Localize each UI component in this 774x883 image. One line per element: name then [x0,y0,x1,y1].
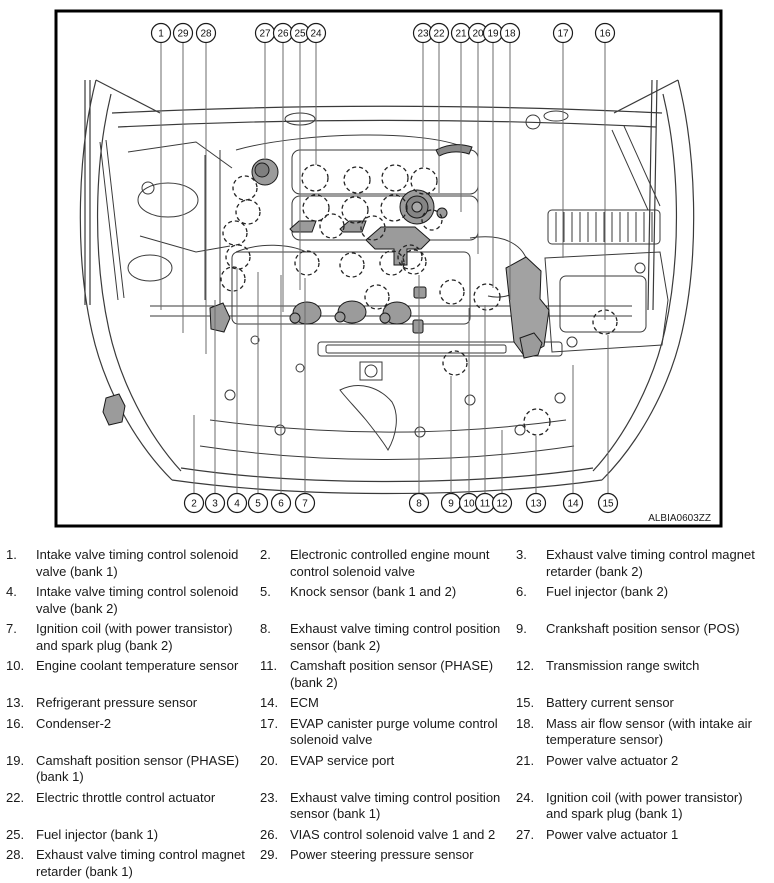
callout-12 [493,430,512,513]
legend-item-number: 9. [516,621,527,636]
legend-item-number: 7. [6,621,17,636]
legend-item-15 [516,695,770,712]
callout-layer [152,24,618,513]
legend-item-text: Exhaust valve timing control position sensor (bank 1) [290,789,501,821]
legend-item-number: 3. [516,547,527,562]
callout-number: 1 [158,28,164,40]
legend-item-text: VIAS control solenoid valve 1 and 2 [290,826,496,842]
legend-item-text: Exhaust valve timing control magnet retarder (bank 2) [546,547,755,579]
legend-item-text: Exhaust valve timing control magnet retarder (bank 1) [36,847,245,879]
callout-number: 29 [177,28,189,40]
legend-item-10 [6,658,258,691]
legend-item-number: 24. [516,789,535,805]
callout-number: 4 [234,498,240,510]
callout-number: 17 [557,28,569,40]
legend-item-text: Fuel injector (bank 1) [36,826,159,842]
legend-item-text: Engine coolant temperature sensor [36,658,239,673]
callout-number: 28 [200,28,212,40]
legend-item-11 [260,658,514,691]
legend-item-number: 22. [6,789,25,805]
shaded-components [103,145,549,425]
callout-number: 23 [417,28,429,40]
legend-item-23 [260,790,514,823]
legend-item-text: Fuel injector (bank 2) [546,584,669,599]
legend-item-2 [260,547,514,580]
legend-item-6 [516,584,770,617]
legend-item-number: 29. [260,847,279,862]
callout-number: 18 [504,28,516,40]
legend-item-29 [260,847,514,880]
legend-item-number: 26. [260,826,279,842]
callout-number: 3 [212,498,218,510]
legend-item-number: 16. [6,715,25,731]
legend-item-text: Intake valve timing control solenoid valve (bank 2) [36,584,239,616]
legend-item-13 [6,695,258,712]
legend-item-number: 23. [260,789,279,805]
legend-item-text: Ignition coil (with power transistor) and spark plug (bank 2) [36,621,233,653]
legend-item-7 [6,621,258,654]
callout-number: 19 [487,28,499,40]
callout-18 [501,24,520,301]
callout-number: 11 [479,498,491,510]
legend-item-text: Electric throttle control actuator [36,789,216,805]
legend-item-number: 19. [6,752,25,768]
coolant-temp-sensor-component [210,303,230,332]
legend-item-22 [6,790,258,823]
legend-item-number: 17. [260,715,279,731]
callout-number: 25 [294,28,306,40]
callout-11 [476,305,495,513]
legend-item-24 [516,790,770,823]
legend-item-number: 28. [6,847,25,862]
legend-item-text: Transmission range switch [546,658,700,673]
legend-item-number: 18. [516,715,535,731]
legend-item-number: 25. [6,826,25,842]
callout-number: 15 [602,498,614,510]
legend-item-number: 12. [516,658,535,673]
legend-item-number: 27. [516,826,535,842]
callout-20 [469,24,488,255]
callout-28 [197,24,216,355]
callout-number: 9 [448,498,454,510]
engine-details [100,111,668,460]
legend-item-26 [260,827,514,844]
callout-10 [460,308,479,513]
callout-number: 20 [472,28,484,40]
callout-23 [414,24,433,168]
legend-item-text: Battery current sensor [546,695,674,710]
callout-number: 5 [255,498,261,510]
callout-27 [256,24,275,159]
legend-item-28 [6,847,258,880]
legend-item-25 [6,827,258,844]
legend-item-text: Crankshaft position sensor (POS) [546,621,740,636]
legend-item-text: Power valve actuator 2 [546,752,679,768]
legend-item-number: 20. [260,752,279,768]
legend-item-number: 5. [260,584,271,599]
callout-number: 7 [302,498,308,510]
legend-item-text: Refrigerant pressure sensor [36,695,198,710]
legend-item-text: ECM [290,695,319,710]
legend-item-text: Camshaft position sensor (PHASE) (bank 1) [36,752,240,784]
legend-item-text: Intake valve timing control solenoid valve (bank 1) [36,547,239,579]
callout-number: 14 [567,498,579,510]
car-body-outline [80,80,693,494]
legend-item-text: Mass air flow sensor (with intake air temperature sensor) [546,715,752,747]
legend-item-20 [260,753,514,786]
legend-item-number: 2. [260,547,271,562]
legend-item-number: 14. [260,695,279,710]
wiper-arm-shade [436,145,472,156]
legend [0,541,772,880]
callout-number: 12 [496,498,508,510]
legend-item-number: 6. [516,584,527,599]
legend-item-number: 11. [260,658,278,673]
callout-number: 26 [277,28,289,40]
legend-item-text: Power steering pressure sensor [290,847,474,862]
legend-item-number: 8. [260,621,271,636]
legend-item-number: 4. [6,584,17,599]
legend-item-text: EVAP service port [290,752,395,768]
callout-22 [430,24,449,194]
legend-item-16 [6,716,258,749]
callout-number: 6 [278,498,284,510]
legend-item-4 [6,584,258,617]
legend-item-14 [260,695,514,712]
legend-item-number: 10. [6,658,25,673]
legend-item-27 [516,827,770,844]
legend-item-number: 15. [516,695,535,710]
legend-item-text: Knock sensor (bank 1 and 2) [290,584,457,599]
legend-item-text: EVAP canister purge volume control solenoid valve [290,715,498,747]
callout-number: 13 [530,498,542,510]
legend-item-text: Condenser-2 [36,715,112,731]
callout-21 [452,24,471,213]
callout-number: 2 [191,498,197,510]
legend-item-text: Ignition coil (with power transistor) and spark plug (bank 1) [546,789,743,821]
callout-number: 21 [455,28,467,40]
callout-8 [410,275,429,513]
legend-item-3 [516,547,770,580]
legend-item-text: Power valve actuator 1 [546,826,679,842]
callout-1 [152,24,171,311]
callout-15 [599,335,618,513]
legend-item-text: Camshaft position sensor (PHASE) (bank 2) [290,658,494,690]
callout-25 [291,24,310,291]
legend-item-17 [260,716,514,749]
legend-item-number: 13. [6,695,25,710]
legend-item-number: 21. [516,752,535,768]
legend-item-21 [516,753,770,786]
legend-item-5 [260,584,514,617]
legend-item-12 [516,658,770,691]
callout-24 [307,24,326,166]
callout-2 [185,415,204,513]
figure-code: ALBIA0603ZZ [648,513,711,524]
legend-item-19 [6,753,258,786]
legend-item-8 [260,621,514,654]
callout-14 [564,365,583,513]
legend-item-text: Electronic controlled engine mount control solenoid valve [290,547,490,579]
callout-6 [272,275,291,513]
callout-number: 22 [433,28,445,40]
callout-29 [174,24,193,334]
callout-number: 27 [259,28,271,40]
legend-item-1 [6,547,258,580]
vias-valve-1-component [290,221,316,232]
legend-item-9 [516,621,770,654]
legend-item-text: Exhaust valve timing control position sensor (bank 2) [290,621,501,653]
legend-item-number: 1. [6,547,17,562]
callout-19 [484,24,503,289]
left-lower-sensor-component [103,394,125,425]
legend-item-18 [516,716,770,749]
callout-number: 24 [310,28,322,40]
callout-number: 16 [599,28,611,40]
callout-number: 8 [416,498,422,510]
callout-number: 10 [463,498,475,510]
